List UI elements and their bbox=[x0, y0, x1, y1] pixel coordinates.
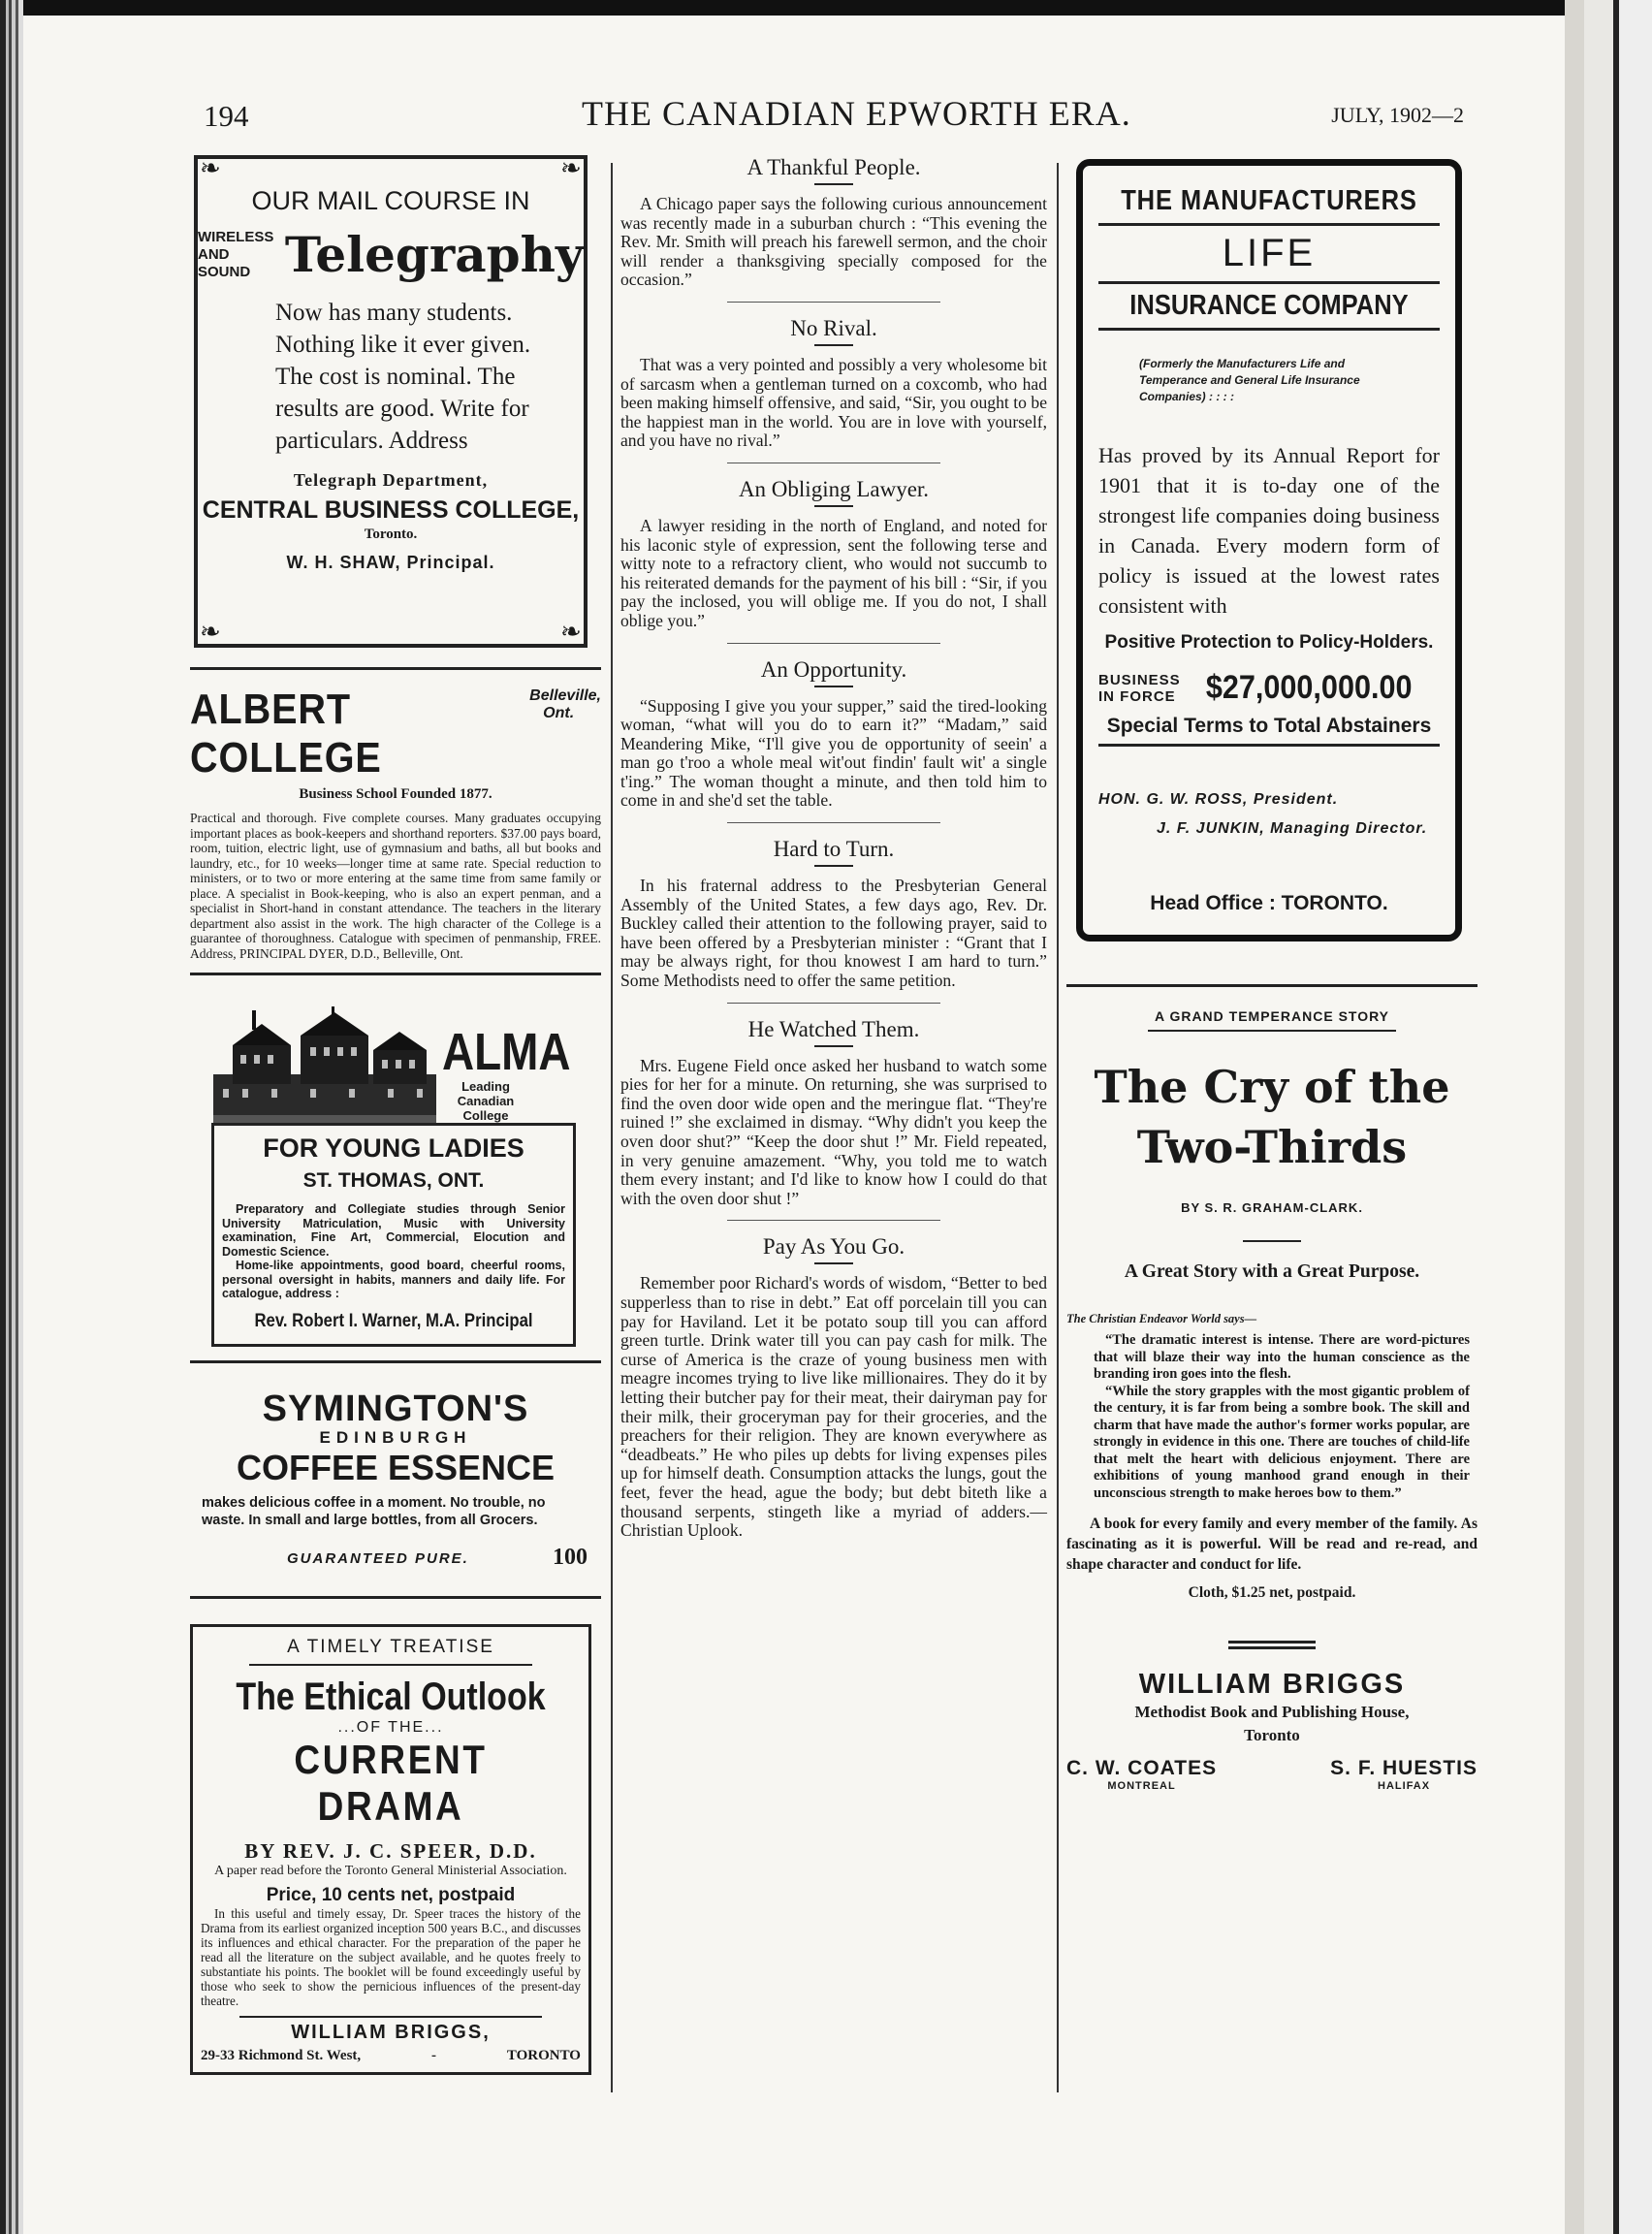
symington-coffee-ad bbox=[190, 1388, 601, 1599]
alma-body-home: Home-like appointments, good board, cheerful rooms, personal oversight in habits, manners and daily life. For catalogue, address : bbox=[222, 1259, 565, 1300]
cry-branch-montreal: C. W. COATES MONTREAL bbox=[1066, 1757, 1218, 1792]
ethical-address: 29-33 Richmond St. West, bbox=[201, 2047, 362, 2063]
article bbox=[620, 1017, 1047, 1222]
albert-location: Belleville, Ont. bbox=[529, 687, 601, 721]
symington-product: COFFEE ESSENCE bbox=[236, 1447, 556, 1487]
alma-principal: Rev. Robert I. Warner, M.A. Principal bbox=[254, 1310, 533, 1331]
ethical-dash: - bbox=[431, 2047, 436, 2063]
mfr-director: J. F. JUNKIN, Managing Director. bbox=[1157, 820, 1428, 837]
albert-body: Practical and thorough. Five complete courses. Many graduates occupying important places as book-keepers and shorthand reporters. $37.00 pays board, room, tuition, electric light, use of gymnasium and baths, all but books and laundry, etc., for 10 weeks—longer time at same rate. Special reduction to ministers, or to two or more entering at the same time from same family or place. A specialist in Book-keeping, who is also an expert penman, and a specialist in Short-hand in constant attendance. The teachers in the literary department also assist in the work. The high character of the College is a guarantee of thoroughness. Catalogue with specimen of penmanship, FREE. Address, PRINCIPAL DYER, D.D., Belleville, Ont. bbox=[190, 811, 601, 961]
title-underline bbox=[814, 183, 853, 185]
symington-city: EDINBURGH bbox=[319, 1427, 472, 1447]
column-rule-right bbox=[1057, 163, 1059, 2092]
mfr-head-office: Head Office : TORONTO. bbox=[1150, 892, 1388, 914]
ethical-author: BY REV. J. C. SPEER, D.D. bbox=[244, 1838, 537, 1863]
ethical-body: In this useful and timely essay, Dr. Speer traces the history of the Drama from its earliest organized inception 500 years B.C., and discusses its influences and ethical character. For the preparation of the paper he read all the literature on the subject available, and he quotes freely to substantiate his points. The booklet will be found exceedingly useful by those who seek to show the pernicious influences of the present-day theatre. bbox=[201, 1905, 581, 2008]
masthead-title: THE CANADIAN EPWORTH ERA. bbox=[582, 94, 1131, 133]
ornament-corner-icon: ❧ bbox=[560, 618, 582, 646]
ethical-note: A paper read before the Toronto General Ministerial Association. bbox=[214, 1863, 567, 1878]
ornament-corner-icon: ❧ bbox=[200, 154, 221, 182]
cry-tagline: A Great Story with a Great Purpose. bbox=[1124, 1261, 1420, 1282]
ornament-rule-icon bbox=[1228, 1641, 1316, 1649]
ethical-subject: CURRENT DRAMA bbox=[294, 1736, 488, 1829]
article-title: An Obliging Lawyer. bbox=[738, 476, 930, 501]
alma-header bbox=[190, 997, 601, 1123]
telegraphy-big-word: Telegraphy bbox=[284, 226, 584, 283]
cry-publisher: WILLIAM BRIGGS bbox=[1138, 1669, 1406, 1700]
alma-title bbox=[442, 1025, 593, 1123]
middle-column bbox=[620, 155, 1047, 1552]
ethical-publisher: WILLIAM BRIGGS, bbox=[239, 2016, 542, 2044]
symington-ad-number: 100 bbox=[553, 1544, 588, 1570]
manufacturers-life-ad bbox=[1076, 159, 1462, 941]
cry-house-city: Toronto bbox=[1244, 1726, 1300, 1744]
mfr-rule bbox=[1098, 223, 1440, 226]
cry-review-quote: “The dramatic interest is intense. There are word-pictures that will blaze their way into the human conscience as the branding iron goes into the flesh. “While the story grapples with the most gigantic problem of the century, it is far from being a sombre book. The skill and charm that have made the author's former works popular, are strongly in evidence in this one. There are touches of child-life that melt the heart with delicious enjoyment. There are exhibitions of young manhood grand enough in their unconscious strength to make heroes bow to them.” bbox=[1094, 1332, 1470, 1501]
albert-name: ALBERT COLLEGE bbox=[190, 686, 382, 782]
mfr-protection: Positive Protection to Policy-Holders. bbox=[1104, 632, 1434, 653]
article bbox=[620, 1234, 1047, 1540]
article bbox=[620, 477, 1047, 644]
article-body: Mrs. Eugene Field once asked her husband to watch some pies for her for a minute. On returning, she was surprised to find the oven door wide open and the meringue flat. “They're ruined !” she exclaimed in dismay. “Why didn't you keep the oven door shut?” “Keep the door shut !” Mr. Field repeated, in very genuine amazement. “Why, you told me to watch them every instant; and I'd like to know how I could do that with the oven door shut !” bbox=[620, 1055, 1047, 1208]
ethical-kicker: A TIMELY TREATISE bbox=[249, 1637, 532, 1666]
title-underline bbox=[814, 344, 853, 346]
right-column bbox=[1066, 155, 1477, 1792]
cry-title: The Cry of the Two-Thirds bbox=[1094, 1061, 1450, 1173]
article-separator bbox=[727, 1220, 940, 1221]
article-body: A lawyer residing in the north of England, and noted for his laconic style of expression, sent the following terse and witty note to a refractory client, who would not succumb to his reiterated demands for the payment of his bill : “Sir, if you pay the inclosed, you will oblige me. If you do not, I shall oblige you.” bbox=[620, 515, 1047, 630]
albert-college-ad bbox=[190, 667, 601, 975]
article bbox=[620, 316, 1047, 463]
symington-body: makes delicious coffee in a moment. No trouble, no waste. In small and large bottles, from all Grocers. bbox=[202, 1494, 546, 1528]
alma-college-ad bbox=[190, 997, 601, 1363]
alma-heading: FOR YOUNG LADIES bbox=[263, 1133, 524, 1163]
mfr-body: Has proved by its Annual Report for 1901 that it is to-day one of the strongest life companies doing business in Canada. Every modern form of policy is issued at the lowest rates consistent with bbox=[1098, 443, 1440, 618]
mfr-line3: INSURANCE COMPANY bbox=[1129, 290, 1409, 321]
title-underline bbox=[814, 1045, 853, 1047]
cry-branches bbox=[1066, 1757, 1477, 1792]
cry-price: Cloth, $1.25 net, postpaid. bbox=[1188, 1584, 1356, 1601]
mfr-business-amount: $27,000,000.00 bbox=[1205, 669, 1413, 706]
title-underline bbox=[814, 686, 853, 687]
article-separator bbox=[727, 643, 940, 644]
telegraph-college: CENTRAL BUSINESS COLLEGE, bbox=[202, 496, 580, 524]
title-underline bbox=[814, 505, 853, 507]
telegraphy-banner bbox=[198, 226, 584, 283]
article-title: A Thankful People. bbox=[747, 155, 921, 179]
title-underline bbox=[814, 1262, 853, 1264]
cry-reviewer: The Christian Endeavor World says— bbox=[1066, 1312, 1257, 1325]
cry-of-two-thirds-ad bbox=[1066, 984, 1477, 1792]
book-spine-edge bbox=[0, 0, 23, 2234]
title-underline bbox=[814, 865, 853, 867]
article-title: No Rival. bbox=[790, 315, 877, 340]
mfr-president: HON. G. W. ROSS, President. bbox=[1098, 791, 1339, 808]
telegraph-heading: OUR MAIL COURSE IN bbox=[251, 186, 530, 215]
article-title: He Watched Them. bbox=[747, 1016, 920, 1041]
running-header bbox=[204, 93, 1464, 142]
mfr-special-terms: Special Terms to Total Abstainers bbox=[1098, 715, 1440, 747]
albert-header bbox=[190, 686, 601, 782]
article-title: Pay As You Go. bbox=[762, 1234, 905, 1260]
telegraph-body: Now has many students. Nothing like it ever given. The cost is nominal. The results are good. Write for particulars. Address bbox=[275, 300, 531, 454]
telegraphy-ad bbox=[194, 155, 588, 648]
ethical-price: Price, 10 cents net, postpaid bbox=[266, 1884, 516, 1905]
cry-book-note: A book for every family and every member of the family. As fascinating as it is powerful. Will be read and re-read, and shape character and conduct for life. bbox=[1066, 1516, 1477, 1573]
mfr-line1: THE MANUFACTURERS bbox=[1121, 185, 1417, 216]
article-separator bbox=[727, 822, 940, 823]
mfr-business-label: BUSINESS IN FORCE bbox=[1098, 671, 1181, 705]
article-body: In his fraternal address to the Presbyterian General Assembly of the United States, a few days ago, Rev. Dr. Buckley called their attention to the following prayer, said to have been offered by a Presbyterian minister : “Grant that I may be always right, for thou knowest I am hard to turn.” Some Methodists need to offer the same petition. bbox=[620, 876, 1047, 991]
article bbox=[620, 657, 1047, 824]
article-body: Remember poor Richard's words of wisdom, “Better to bed supperless than to rise in debt.” Eat off porcelain till you can pay for Haviland. Let it be potato soup till you can afford green turtle. Drink water till you can pay cash for milk. The curse of America is the craze of young business men with meagre incomes trying to live like millionaires. They do it by letting their butcher pay for their meat, their dairyman pay for their milk, their groceryman pay for their groceries, and the preachers for their religion. They are known everywhere as “deadbeats.” He who piles up debts for living expenses piles up for himself death. Consumption attacks the lungs, gout the feet, fever the head, ague the body; but debt biteth like a thousand serpents, stingeth like a myriad of adders.—Christian Uplook. bbox=[620, 1273, 1047, 1541]
telegraph-department: Telegraph Department, bbox=[293, 470, 489, 490]
cry-rule bbox=[1243, 1240, 1301, 1242]
article bbox=[620, 155, 1047, 303]
ornament-corner-icon: ❧ bbox=[560, 154, 582, 182]
alma-tagline: Leading Canadian College bbox=[457, 1079, 515, 1123]
column-rule-left bbox=[611, 163, 613, 2092]
issue-date: JULY, 1902—2 bbox=[1331, 103, 1464, 127]
scan-top-border bbox=[0, 0, 1652, 16]
ethical-address-line bbox=[201, 2048, 581, 2064]
symington-name: SYMINGTON'S bbox=[262, 1388, 529, 1429]
ornament-corner-icon: ❧ bbox=[200, 618, 221, 646]
article-body: “Supposing I give you your supper,” said the tired-looking woman, “what will you do to earn it?” “Madam,” said Meandering Mike, “I'll give you de opportunity of seein' a man go t'roo a whole meal wit'out findin' fault wit' a single t'ing.” The woman thought a minute, and then told him to come in and she'd set the table. bbox=[620, 695, 1047, 811]
adjacent-page-edge bbox=[1565, 0, 1652, 2234]
mfr-business-in-force bbox=[1098, 669, 1440, 707]
ethical-of-the: ...OF THE... bbox=[337, 1718, 444, 1736]
telegraph-principal: W. H. SHAW, Principal. bbox=[286, 553, 495, 572]
article bbox=[620, 837, 1047, 1004]
albert-subtitle: Business School Founded 1877. bbox=[299, 786, 492, 802]
college-building-icon bbox=[213, 1006, 436, 1123]
alma-body-studies: Preparatory and Collegiate studies through Senior University Matriculation, Music with University examination, Fine Art, Commercial, Elocution and Domestic Science. bbox=[222, 1202, 565, 1259]
alma-place: ST. THOMAS, ONT. bbox=[302, 1169, 485, 1192]
symington-footer bbox=[287, 1545, 588, 1571]
cry-author: BY S. R. GRAHAM-CLARK. bbox=[1181, 1200, 1363, 1215]
telegraphy-small-words: WIRELESS AND SOUND bbox=[198, 228, 274, 280]
article-separator bbox=[727, 302, 940, 303]
symington-guarantee: GUARANTEED PURE. bbox=[287, 1549, 469, 1567]
article-separator bbox=[727, 1003, 940, 1004]
article-body: That was a very pointed and possibly a very wholesome bit of sarcasm when a gentleman turned on a coxcomb, who had been making himself offensive, and said, “Sir, you ought to be the happiest man in the world. You are in love with yourself, and you have no rival.” bbox=[620, 354, 1047, 451]
cry-house: Methodist Book and Publishing House, bbox=[1134, 1703, 1410, 1721]
mfr-formerly: (Formerly the Manufacturers Life and Temperance and General Life Insurance Companies) : : : : bbox=[1139, 357, 1360, 403]
alma-name: ALMA bbox=[442, 1023, 571, 1081]
telegraph-town: Toronto. bbox=[364, 527, 418, 542]
ethical-title: The Ethical Outlook bbox=[236, 1675, 546, 1718]
article-body: A Chicago paper says the following curious announcement was recently made in a suburban church : “This evening the Rev. Mr. Smith will preach his farewell sermon, and the choir will render a thanksgiving specially composed for the occasion.” bbox=[620, 194, 1047, 290]
alma-box bbox=[211, 1123, 576, 1347]
article-title: Hard to Turn. bbox=[773, 837, 895, 862]
page-number: 194 bbox=[204, 99, 249, 133]
mfr-rule bbox=[1098, 281, 1440, 284]
left-column bbox=[190, 155, 601, 2075]
ethical-city: TORONTO bbox=[506, 2047, 581, 2063]
article-title: An Opportunity. bbox=[760, 656, 907, 682]
cry-branch-halifax: S. F. HUESTIS HALIFAX bbox=[1330, 1757, 1477, 1792]
cry-kicker: A GRAND TEMPERANCE STORY bbox=[1148, 1008, 1396, 1032]
mfr-line2: LIFE bbox=[1222, 232, 1317, 274]
ethical-outlook-ad bbox=[190, 1624, 591, 2075]
mfr-rule bbox=[1098, 328, 1440, 331]
